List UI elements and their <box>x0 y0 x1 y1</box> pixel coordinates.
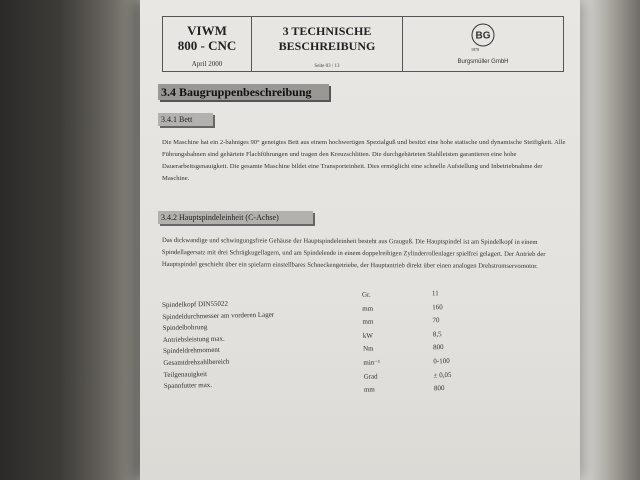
spec-label: Gesamtdrehzahlbereich <box>163 357 230 367</box>
spec-unit: Grad <box>363 372 378 381</box>
section-heading: 3.4 Baugruppenbeschreibung <box>158 84 329 100</box>
model-cell <box>163 17 252 71</box>
bett-description: Die Maschine hat ein 2-bahniges 90° geneigtes Bett aus einem hochwertigen Spezialguß und besitzt eine hohe statische und dynamische Steifigkeit. Alle Führungsbahnen sind gehärtete Flachführungen und tragen den Kreuzschlitten. Die durchgehärteten Stahlleisten garantieren eine hohe Dauerarbeitsgenauigkeit. Die gesamte Maschine bildet eine Transporteinheit. Dies ermöglicht eine schnelle Aufstellung und Inbetriebnahme der Maschine. <box>162 139 566 182</box>
spec-label: Teilgenauigkeit <box>163 369 208 379</box>
company-cell <box>403 17 563 71</box>
spec-value: 160 <box>432 302 443 311</box>
spec-unit: Nm <box>362 344 374 354</box>
spec-unit: mm <box>362 304 374 313</box>
spec-unit: mm <box>363 385 375 394</box>
subsection-heading-bett: 3.4.1 Bett <box>158 113 213 126</box>
spec-value: 800 <box>433 384 445 393</box>
document-date: April 2000 <box>191 60 223 68</box>
spec-value: 800 <box>432 343 444 352</box>
spec-unit: Gr. <box>361 290 371 299</box>
spec-label: Antriebsleistung max. <box>162 334 225 344</box>
document-title <box>252 24 402 54</box>
spec-value: ± 0,05 <box>433 370 452 379</box>
document-header <box>162 16 564 72</box>
spec-label: Spindeldrehmoment <box>162 346 220 356</box>
spec-label: Spannfutter max. <box>163 381 213 391</box>
spec-label: Spindelbohrung <box>162 323 208 333</box>
subsection-heading-spindel: 3.4.2 Hauptspindeleinheit (C-Achse) <box>158 211 313 224</box>
title-cell <box>252 17 403 71</box>
page-number: Seite 03 / 13 <box>314 64 340 69</box>
model-name <box>163 23 251 53</box>
title-line-2: BESCHREIBUNG <box>278 39 376 53</box>
spec-unit: mm <box>362 317 374 326</box>
spec-value: 8,5 <box>432 329 442 339</box>
spec-value: 0-100 <box>433 356 450 366</box>
spindel-description: Das dickwandige und schwingungsfreie Gehäuse der Hauptspindeleinheit besteht aus Grauguß. Die Hauptspindel ist am Spindelkopf in einem Spindellagersatz mit drei Schrägkugellagern, und am Spindelende in einem doppelreihigen Zylinderrollenlager spielfrei gelagert. Der Antrieb der Hauptspindel geschieht über ein spielarm einstellbares Schneckengetriebe, der Hauptantrieb direkt über einen analogen Drehstromservomotor. <box>161 236 546 270</box>
spec-label: Spindelkopf DIN55022 <box>162 299 229 309</box>
model-line-2: 800 - CNC <box>177 38 237 53</box>
document-page <box>140 0 580 480</box>
spec-value: 70 <box>432 316 440 325</box>
company-name: Burgsmüller GmbH <box>457 59 509 65</box>
spec-table <box>162 289 564 394</box>
title-line-1: 3 TECHNISCHE <box>282 24 372 38</box>
spec-value: 11 <box>431 289 439 298</box>
spec-unit: kW <box>362 331 373 340</box>
model-line-1: VIWM <box>187 23 227 38</box>
logo-letters: BG <box>475 30 491 42</box>
spec-unit: min⁻¹ <box>363 358 381 367</box>
logo-year: 1878 <box>471 47 479 52</box>
spec-label: Spindeldurchmesser am vorderen Lager <box>162 310 275 321</box>
company-logo-icon <box>471 23 495 47</box>
